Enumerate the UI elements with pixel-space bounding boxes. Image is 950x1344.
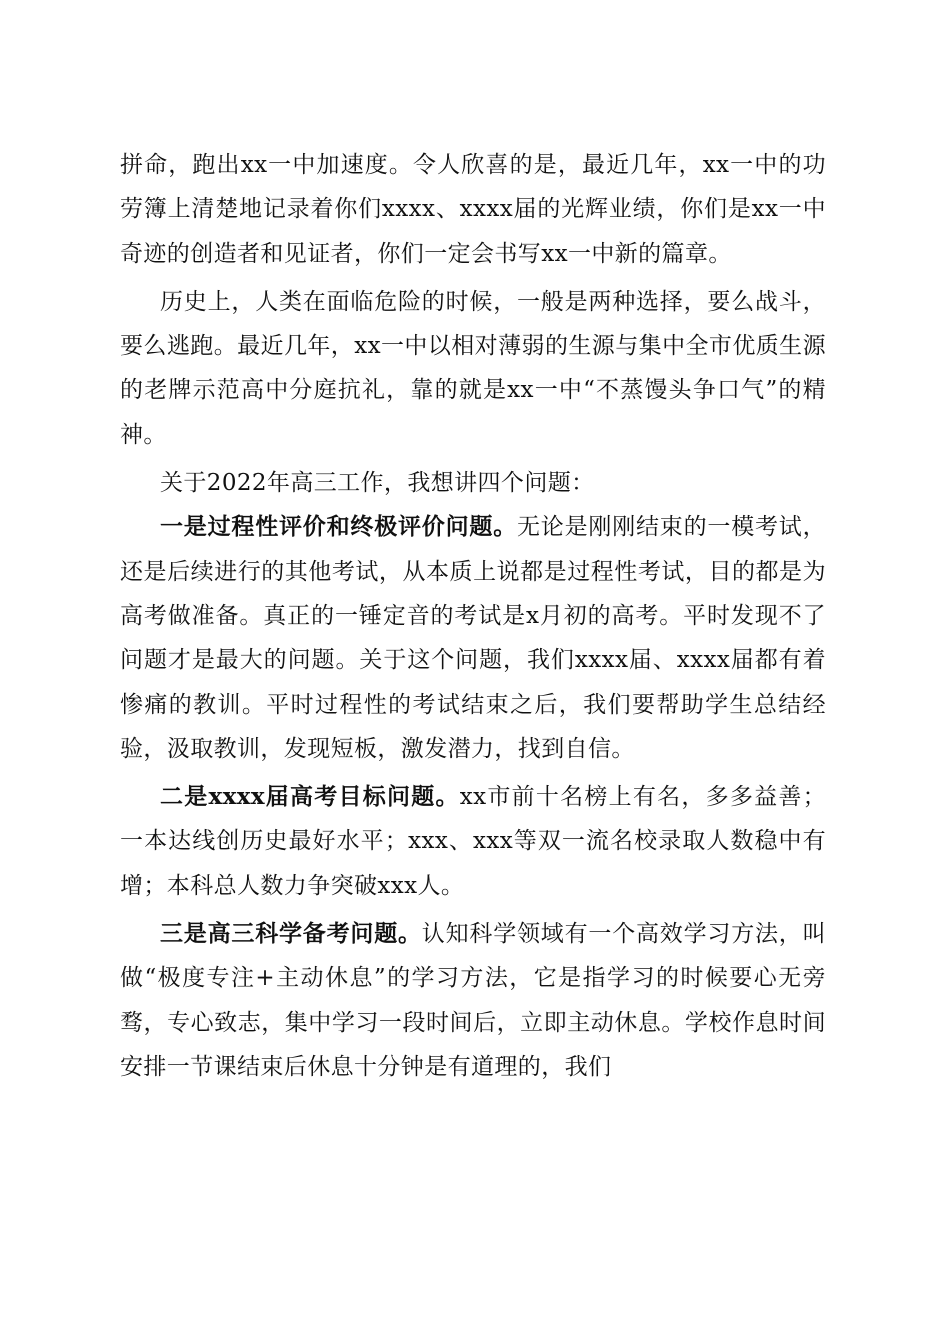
paragraph-lead: 二是xxxx届高考目标问题。 [160, 783, 460, 811]
paragraph-text: 无论是刚刚结束的一模考试，还是后续进行的其他考试，从本质上说都是过程性考试，目的都是为高考做准备。真正的一锤定音的考试是x月初的高考。平时发现不了问题才是最大的问题。关于这个问题，我们xxxx届、xxxx届都有着惨痛的教训。平时过程性的考试结束之后，我们要帮助学生总结经验，汲取教训，发现短板，激发潜力，找到自信。 [120, 514, 826, 762]
paragraph-point-three [120, 912, 826, 1089]
paragraph-point-one [120, 505, 826, 771]
paragraph-continuation [120, 143, 826, 276]
paragraph-intro [120, 461, 826, 505]
paragraph-lead: 一是过程性评价和终极评价问题。 [160, 513, 517, 541]
paragraph-lead: 三是高三科学备考问题。 [160, 920, 422, 948]
paragraph-history [120, 280, 826, 457]
paragraph-point-two [120, 775, 826, 908]
paragraph-text: 历史上，人类在面临危险的时候，一般是两种选择，要么战斗，要么逃跑。最近几年，xx一中以相对薄弱的生源与集中全市优质生源的老牌示范高中分庭抗礼，靠的就是xx一中“不蒸馒头争口气”的精神。 [120, 288, 826, 448]
paragraph-text: 关于2022年高三工作，我想讲四个问题： [160, 470, 595, 497]
paragraph-text: 拼命，跑出xx一中加速度。令人欣喜的是，最近几年，xx一中的功劳簿上清楚地记录着你们xxxx、xxxx届的光辉业绩，你们是xx一中奇迹的创造者和见证者，你们一定会书写xx一中新的篇章。 [120, 152, 826, 267]
paragraph-text: xx市前十名榜上有名，多多益善；一本达线创历史最好水平；xxx、xxx等双一流名校录取人数稳中有增；本科总人数力争突破xxx人。 [120, 784, 826, 899]
document-body [120, 143, 826, 1089]
paragraph-text: 认知科学领域有一个高效学习方法，叫做“极度专注+主动休息”的学习方法，它是指学习的时候要心无旁骛，专心致志，集中学习一段时间后，立即主动休息。学校作息时间安排一节课结束后休息十分钟是有道理的，我们 [120, 921, 826, 1080]
